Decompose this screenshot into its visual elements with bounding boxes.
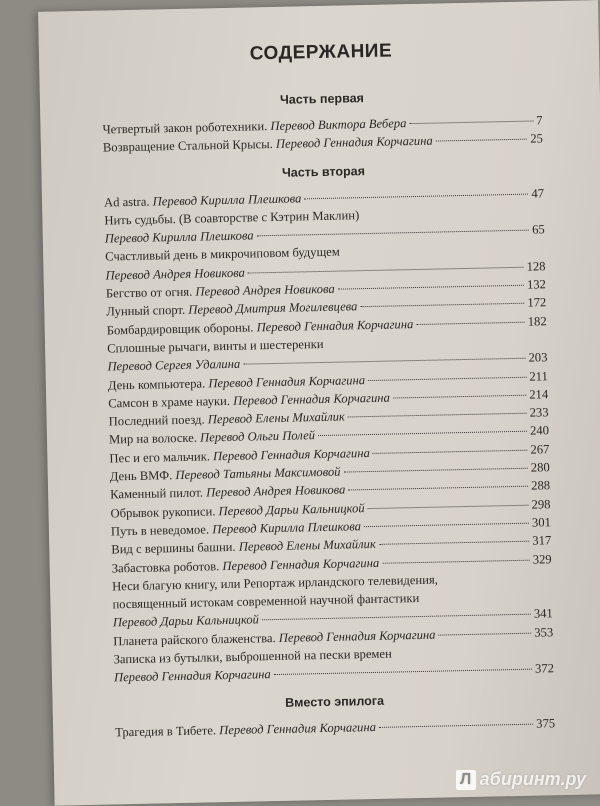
entry-title: посвященный истокам современной научной фантастики <box>112 591 420 612</box>
entry-translator: Перевод Сергея Удалина <box>107 356 241 374</box>
leader-dots <box>257 230 530 237</box>
entry-title: День ВМФ. <box>109 468 173 484</box>
entry-title: Забастовка роботов. <box>111 558 220 575</box>
entry-title: Вид с вершины башни. <box>111 540 236 557</box>
entry-translator: Перевод Кирилла Плешкова <box>212 519 362 537</box>
leader-dots <box>379 723 533 727</box>
toc-title: СОДЕРЖАНИЕ <box>249 40 393 65</box>
leader-dots <box>368 376 526 380</box>
leader-dots <box>393 395 526 399</box>
page-number: 288 <box>531 478 551 493</box>
entry-title: Самсон в храме науки. <box>108 393 231 411</box>
page-number: 301 <box>531 515 552 530</box>
toc-entry <box>115 714 555 742</box>
leader-dots <box>436 139 528 142</box>
page-number: 65 <box>531 222 545 237</box>
leader-dots <box>248 267 524 274</box>
page-number: 128 <box>526 259 546 274</box>
leader-dots <box>274 669 532 675</box>
leader-dots <box>409 121 533 125</box>
section-heading: Часть вторая <box>281 163 366 180</box>
entry-title: Бомбардировщик обороны. <box>106 320 254 338</box>
entry-translator: Перевод Ольги Полей <box>199 428 316 446</box>
entry-title: Последний поезд. <box>108 412 205 429</box>
page-number: 375 <box>536 715 556 731</box>
entry-translator: Перевод Андрея Новикова <box>205 482 346 500</box>
entry-translator: Перевод Татьяны Максимовой <box>175 464 341 483</box>
entry-title: Записка из бутылки, выброшенной на пески времен <box>113 646 392 667</box>
leader-dots <box>439 632 532 635</box>
entry-translator: Перевод Елены Михайлик <box>207 409 345 427</box>
page-number: 267 <box>530 442 550 457</box>
entry-title: Обрывок рукописи. <box>110 503 216 521</box>
entry-title: Сплошные рычаги, винты и шестеренки <box>106 336 324 356</box>
entry-title: Лунный спорт. <box>106 303 186 319</box>
page-number: 372 <box>534 661 555 676</box>
entry-translator: Перевод Дмитрия Могилевцева <box>188 299 358 318</box>
page-number: 240 <box>529 423 550 439</box>
page-number: 203 <box>528 350 548 365</box>
page-number: 132 <box>526 277 547 292</box>
leader-dots <box>262 614 531 621</box>
labirint-logo-icon: Л <box>456 770 476 790</box>
entry-translator: Перевод Елены Михайлик <box>238 537 376 555</box>
entry-title: Возвращение Стальной Крысы. <box>102 137 273 155</box>
entry-title: Мир на волоске. <box>108 431 198 447</box>
section-heading: Вместо эпилога <box>285 693 385 710</box>
entry-title: День компьютера. <box>107 376 206 393</box>
page-number: 211 <box>529 368 548 384</box>
book-page <box>38 0 600 806</box>
entry-title: Трагедия в Тибете. <box>115 722 217 740</box>
leader-dots <box>360 303 524 307</box>
section-entries <box>104 184 554 687</box>
page-number: 329 <box>532 551 552 567</box>
entry-translator: Перевод Дарьи Кальницкой <box>218 500 365 518</box>
entry-translator: Перевод Виктора Вебера <box>270 116 407 134</box>
toc-content <box>101 31 556 741</box>
entry-title: Нить судьбы. (В соавторстве с Кэтрин Маклин) <box>104 208 360 228</box>
section-entries <box>102 111 543 157</box>
entry-translator: Перевод Геннадия Корчагина <box>278 627 436 645</box>
toc-entry <box>112 568 553 632</box>
page-number: 47 <box>531 185 545 201</box>
page-number: 280 <box>530 460 550 475</box>
page-number: 353 <box>534 624 554 640</box>
toc-entry-line <box>115 714 555 742</box>
page-number: 341 <box>533 606 553 622</box>
entry-translator: Перевод Дарьи Кальницкой <box>112 612 260 630</box>
watermark-text: абиринт.ру <box>479 769 586 789</box>
page-number: 25 <box>530 131 543 146</box>
entry-title: Путь в неведомое. <box>110 522 210 539</box>
entry-translator: Перевод Геннадия Корчагина <box>113 667 271 685</box>
leader-dots <box>304 193 528 199</box>
entry-title: Ad astra. <box>103 194 150 210</box>
entry-title: Неси благую книгу, или Репортаж ирландского телевидения, <box>111 572 438 594</box>
leader-dots <box>416 321 524 324</box>
entry-title: Четвертый закон роботехники. <box>102 119 268 137</box>
entry-translator: Перевод Геннадия Корчагина <box>219 719 377 737</box>
toc-sections <box>102 87 555 741</box>
leader-dots <box>348 413 527 418</box>
page-number: 172 <box>527 295 547 311</box>
page-number: 233 <box>529 405 549 420</box>
entry-translator: Перевод Геннадия Корчагина <box>212 445 370 464</box>
labirint-watermark <box>456 769 586 790</box>
entry-translator: Перевод Кирилла Плешкова <box>104 228 254 246</box>
section-heading: Часть первая <box>279 91 365 107</box>
entry-translator: Перевод Геннадия Корчагина <box>232 390 390 408</box>
entry-title: Счастливый день в микрочиповом будущем <box>105 245 340 264</box>
leader-dots <box>382 559 530 563</box>
page-number: 298 <box>531 496 551 512</box>
entry-title: Планета райского блаженства. <box>113 630 276 649</box>
leader-dots <box>373 449 528 453</box>
entry-translator: Перевод Кирилла Плешкова <box>152 190 302 209</box>
entry-translator: Перевод Андрея Новикова <box>105 265 245 283</box>
leader-dots <box>344 468 528 473</box>
entry-translator: Перевод Геннадия Корчагина <box>222 555 380 573</box>
entry-translator: Перевод Геннадия Корчагина <box>256 316 414 335</box>
leader-dots <box>364 523 529 527</box>
entry-title: Пес и его мальчик. <box>109 449 211 466</box>
toc-entry <box>113 641 554 687</box>
page-number: 317 <box>532 533 552 548</box>
entry-translator: Перевод Геннадия Корчагина <box>208 372 366 390</box>
page-number: 214 <box>529 387 549 402</box>
entry-translator: Перевод Геннадия Корчагина <box>275 133 433 152</box>
section-entries <box>115 714 555 742</box>
leader-dots <box>348 486 528 491</box>
leader-dots <box>318 431 527 436</box>
leader-dots <box>368 504 529 508</box>
entry-title: Бегство от огня. <box>105 284 193 301</box>
leader-dots <box>338 285 524 290</box>
entry-translator: Перевод Андрея Новикова <box>195 281 335 299</box>
leader-dots <box>379 541 530 545</box>
entry-title: Каменный пилот. <box>110 485 204 502</box>
page-number: 182 <box>527 313 547 329</box>
page-number: 7 <box>536 113 543 128</box>
leader-dots <box>243 358 525 365</box>
